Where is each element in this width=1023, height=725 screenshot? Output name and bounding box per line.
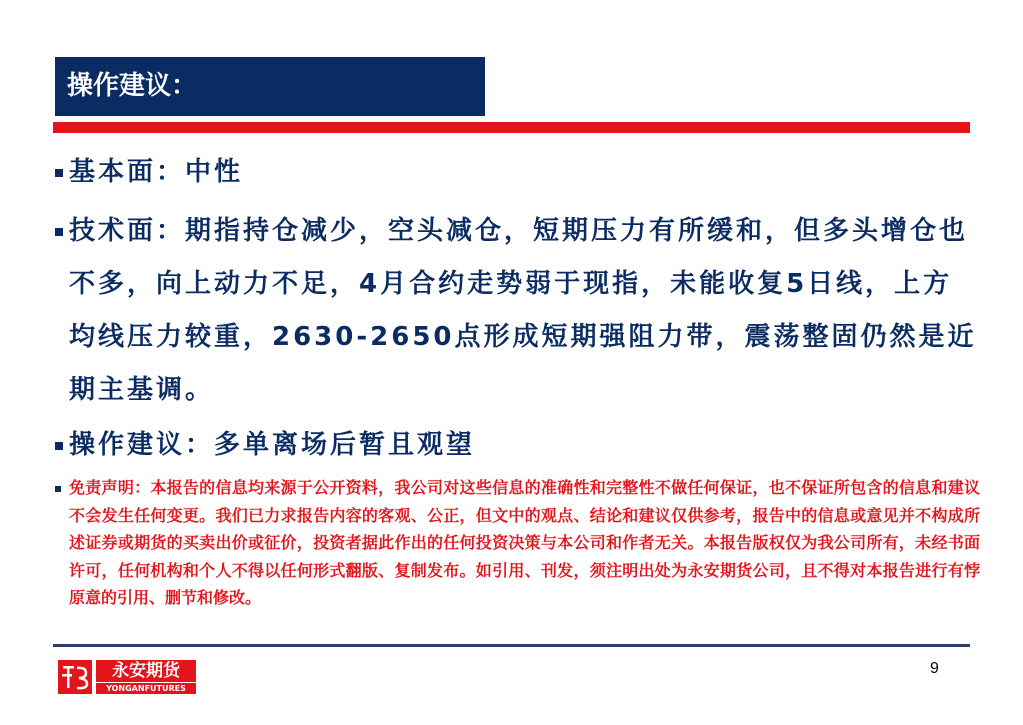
fundamentals-text: 基本面：中性 [69, 157, 244, 187]
company-logo [58, 660, 196, 694]
disclaimer-item [55, 474, 980, 612]
disclaimer-text: 免责声明：本报告的信息均来源于公开资料，我公司对这些信息的准确性和完整性不做任何保证，也不保证所包含的信息和建议 不会发生任何变更。我们已力求报告内容的客观、公正，但文中的观点、结论和建议仅供参考，报告中的信息或意见并不构成所述证券或期货的买卖出价或征价，投资者据此作出的任何投资决策与本公司和作者无关。本报告版权仅为我公司所有，未经书面许可，任何机构和个人不得以任何形式翻版、复制发布。如引用、刊发，须注明出处为永安期货公司，且不得对本报告进行有悖原意的引用、删节和修改。 [69, 478, 980, 607]
footer-divider [53, 644, 970, 647]
bullet-icon [55, 442, 63, 450]
slide-title: 操作建议： [67, 71, 198, 101]
logo-mark-icon [58, 660, 92, 694]
logo-subtitle: YONGANFUTURES [96, 683, 196, 694]
logo-emblem-icon [58, 660, 92, 694]
bullet-icon [55, 486, 61, 492]
technical-item [55, 205, 980, 417]
advice-item [55, 419, 980, 472]
title-banner [55, 57, 485, 116]
slide-content [55, 146, 980, 612]
logo-name: 永安期货 [96, 660, 196, 682]
bullet-icon [55, 169, 63, 177]
title-underline [53, 122, 970, 133]
fundamentals-item [55, 146, 980, 199]
technical-text: 技术面：期指持仓减少，空头减仓，短期压力有所缓和，但多头增仓也不多，向上动力不足，4月合约走势弱于现指，未能收复5日线，上方均线压力较重，2630-2650点形成短期强阻力带，震荡整固仍然是近期主基调。 [69, 216, 977, 405]
page-number: 9 [930, 660, 939, 677]
advice-text: 操作建议：多单离场后暂且观望 [69, 430, 476, 460]
bullet-icon [55, 228, 63, 236]
